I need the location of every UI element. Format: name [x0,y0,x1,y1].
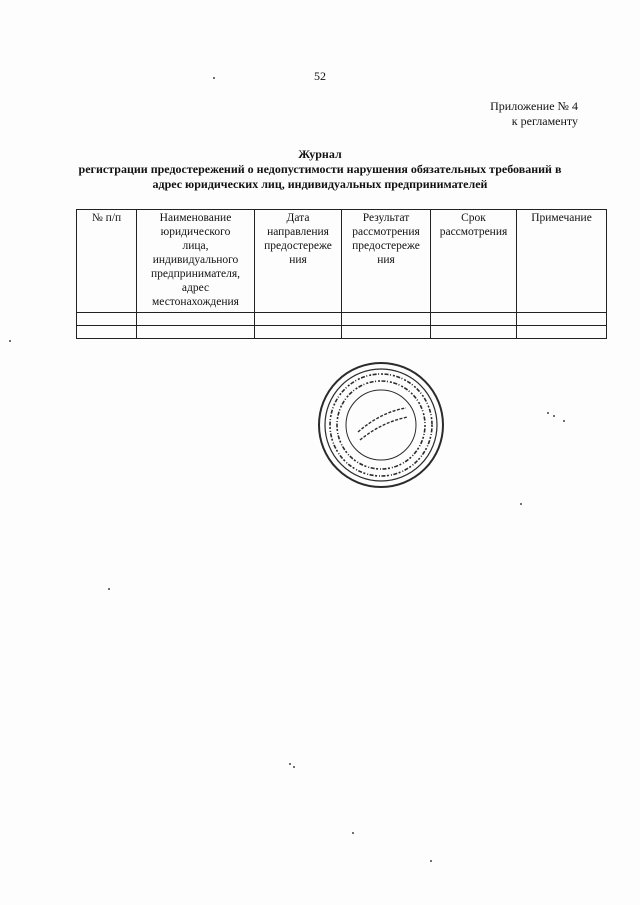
column-header-line: индивидуального [152,254,239,266]
column-header-line: местонахождения [152,296,239,308]
column-header-note [517,210,607,313]
stamp-inner-ring [346,390,416,460]
column-header-line: Примечание [531,212,592,224]
table-cell [342,326,431,339]
column-header-line: № п/п [91,212,122,224]
title-line-1: Журнал [298,147,342,161]
table-cell [137,313,255,326]
column-header-line: предостереже [264,240,332,252]
table-row [77,313,607,326]
journal-table [76,209,607,339]
table-cell [77,326,137,339]
column-header-line: Наименование [159,212,232,224]
column-header-line: Результат [362,212,410,224]
table-cell [342,313,431,326]
column-header-date [255,210,342,313]
table-cell [517,326,607,339]
stamp-center-marks [358,408,408,440]
table-cell [431,326,517,339]
table-cell [137,326,255,339]
column-header-line: лица, [182,240,209,252]
official-stamp-icon [316,360,446,490]
column-header-term [431,210,517,313]
table-cell [255,326,342,339]
stamp-middle-ring [325,369,437,481]
appendix-label [490,99,578,129]
column-header-line: Дата [286,212,310,224]
column-header-result [342,210,431,313]
column-header-line: предостереже [352,240,420,252]
table-cell [431,313,517,326]
table-row [77,326,607,339]
appendix-line-2: к регламенту [511,114,578,128]
stamp-ring-text-marks [330,374,432,476]
table-cell [517,313,607,326]
column-header-line: адрес [181,282,210,294]
column-header-number [77,210,137,313]
table-cell [255,313,342,326]
column-header-line: рассмотрения [439,226,508,238]
column-header-line: юридического [160,226,231,238]
column-header-line: направления [267,226,329,238]
column-header-line: рассмотрения [352,226,420,238]
column-header-name [137,210,255,313]
title-line-3: адрес юридических лиц, индивидуальных предпринимателей [152,177,488,191]
column-header-line: предпринимателя, [150,268,241,280]
appendix-line-1: Приложение № 4 [490,99,578,113]
column-header-line: ния [289,254,307,266]
column-header-line: ния [377,254,395,266]
table-cell [77,313,137,326]
title-line-2: регистрации предостережений о недопустимости нарушения обязательных требований в [78,162,562,176]
page-number: 52 [314,69,326,83]
column-header-line: Срок [461,212,486,224]
document-title [60,147,580,192]
table-header-row [77,210,607,313]
